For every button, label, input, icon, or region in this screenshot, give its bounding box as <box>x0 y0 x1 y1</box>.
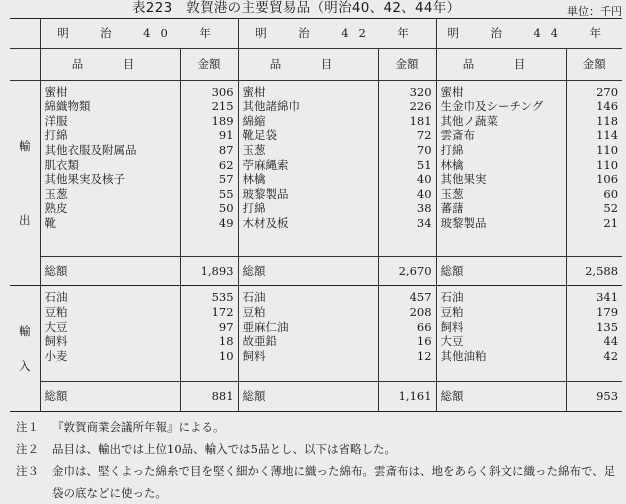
note-label: 注１ <box>16 420 39 434</box>
list-item: 木材及板 <box>242 216 289 231</box>
era-header-44: 明 治 44 年 <box>436 19 622 49</box>
export-items-40 <box>40 80 180 256</box>
value-cell: 10 <box>218 348 234 363</box>
value-cell: 70 <box>416 143 432 158</box>
value-cell: 91 <box>218 128 234 143</box>
value-cell: 97 <box>218 319 234 334</box>
import-total-label-42: 総額 <box>238 382 378 412</box>
value-cell: 66 <box>416 319 432 334</box>
value-cell: 40 <box>416 186 432 201</box>
value-cell: 114 <box>596 128 619 143</box>
import-total-40: 881 <box>180 382 238 412</box>
column-header-row <box>10 48 622 80</box>
value-cell: 118 <box>596 113 619 128</box>
list-item: 蜜柑 <box>440 84 464 99</box>
list-item: 玉葱 <box>242 143 266 158</box>
list-item: 生金巾及シーチング <box>440 99 544 114</box>
value-cell: 40 <box>416 172 432 187</box>
value-cell: 172 <box>211 304 234 319</box>
note-label: 注２ <box>16 442 39 456</box>
value-cell: 110 <box>596 143 619 158</box>
note-label: 注３ <box>16 464 39 478</box>
list-item: 肌衣類 <box>44 157 79 172</box>
value-cell: 55 <box>218 186 234 201</box>
list-item: 打綿 <box>242 201 266 216</box>
value-cell: 57 <box>218 172 234 187</box>
import-items-42 <box>238 286 378 382</box>
list-item: 綿縮 <box>242 113 266 128</box>
col-amount-42: 金額 <box>378 48 436 80</box>
list-item: 雲斎布 <box>440 128 476 143</box>
note-2 <box>16 438 622 460</box>
value-cell: 226 <box>409 99 432 114</box>
value-cell: 306 <box>211 84 234 99</box>
import-values-44 <box>566 286 622 382</box>
list-item: 其他油粕 <box>440 348 487 363</box>
value-cell: 87 <box>218 143 234 158</box>
import-values-40 <box>180 286 238 382</box>
import-total-label-44: 総額 <box>436 382 566 412</box>
value-cell: 179 <box>596 304 619 319</box>
table-title: 表223 敦賀港の主要貿易品（明治40、42、44年） <box>132 0 461 16</box>
col-amount-44: 金額 <box>566 48 622 80</box>
list-item: 故亜鉛 <box>242 334 278 349</box>
unit-label: 単位：千円 <box>567 5 622 18</box>
value-cell: 106 <box>596 172 619 187</box>
list-item: 打綿 <box>44 128 68 143</box>
note-1 <box>16 416 622 438</box>
era-header-42: 明 治 42 年 <box>238 19 436 49</box>
title-row <box>0 0 626 16</box>
list-item: 亜麻仁油 <box>242 319 289 334</box>
list-item: 靴足袋 <box>242 128 278 143</box>
value-cell: 21 <box>603 216 619 231</box>
export-values-42 <box>378 80 436 256</box>
value-cell: 52 <box>603 201 619 216</box>
import-items-44 <box>436 286 566 382</box>
list-item: 豆粕 <box>44 304 68 319</box>
export-total-label-44: 総額 <box>436 256 566 286</box>
list-item: 飼料 <box>44 334 68 349</box>
list-item: 石油 <box>440 290 464 305</box>
list-item: 石油 <box>242 290 266 305</box>
list-item: 飼料 <box>440 319 464 334</box>
value-cell: 208 <box>409 304 432 319</box>
value-cell: 51 <box>416 157 432 172</box>
note-3 <box>16 460 622 504</box>
value-cell: 18 <box>218 334 234 349</box>
list-item: 玻黎製品 <box>242 186 289 201</box>
value-cell: 146 <box>596 99 619 114</box>
export-total-44: 2,588 <box>566 256 622 286</box>
value-cell: 215 <box>211 99 234 114</box>
import-items-row <box>10 286 622 382</box>
export-total-40: 1,893 <box>180 256 238 286</box>
value-cell: 44 <box>603 334 619 349</box>
list-item: 豆粕 <box>242 304 266 319</box>
list-item: 玉葱 <box>44 186 68 201</box>
list-item: 蕃藷 <box>440 201 464 216</box>
value-cell: 38 <box>416 201 432 216</box>
value-cell: 60 <box>603 186 619 201</box>
col-amount-40: 金額 <box>180 48 238 80</box>
import-side-label: 輸 入 <box>10 286 40 412</box>
era-header-40: 明 治 40 年 <box>40 19 238 49</box>
list-item: 石油 <box>44 290 68 305</box>
import-total-44: 953 <box>566 382 622 412</box>
list-item: 豆粕 <box>440 304 464 319</box>
import-total-42: 1,161 <box>378 382 436 412</box>
list-item: 飼料 <box>242 348 266 363</box>
import-total-label-40: 総額 <box>40 382 180 412</box>
notes <box>16 416 622 504</box>
trade-table <box>10 18 622 412</box>
list-item: 其他果実及核子 <box>44 172 125 187</box>
value-cell: 72 <box>416 128 432 143</box>
value-cell: 42 <box>603 348 619 363</box>
export-side-label: 輸 出 <box>10 80 40 286</box>
value-cell: 457 <box>409 290 432 305</box>
list-item: 小麦 <box>44 348 68 363</box>
value-cell: 189 <box>211 113 234 128</box>
col-item-40: 品 目 <box>40 48 180 80</box>
note-text: 金巾は、堅くよった綿糸で目を堅く細かく薄地に織った綿布。雲斎布は、地をあらく斜文に織った綿布で、足袋の底などに使った。 <box>52 464 616 500</box>
list-item: 其他諸綿巾 <box>242 99 301 114</box>
era-header-row <box>10 19 622 49</box>
value-cell: 341 <box>596 290 619 305</box>
import-total-row <box>10 382 622 412</box>
value-cell: 135 <box>596 319 619 334</box>
col-item-44: 品 目 <box>436 48 566 80</box>
list-item: 其他果実 <box>440 172 487 187</box>
list-item: 大豆 <box>44 319 68 334</box>
export-total-label-40: 総額 <box>40 256 180 286</box>
note-text: 品目は、輸出では上位10品、輸入では5品とし、以下は省略した。 <box>52 442 396 456</box>
value-cell: 181 <box>409 113 432 128</box>
export-items-row <box>10 80 622 256</box>
export-total-label-42: 総額 <box>238 256 378 286</box>
export-items-42 <box>238 80 378 256</box>
value-cell: 270 <box>596 84 619 99</box>
export-values-40 <box>180 80 238 256</box>
list-item: 綿織物類 <box>44 99 91 114</box>
export-values-44 <box>566 80 622 256</box>
value-cell: 62 <box>218 157 234 172</box>
value-cell: 50 <box>218 201 234 216</box>
export-total-42: 2,670 <box>378 256 436 286</box>
list-item: 苧麻縄索 <box>242 157 289 172</box>
list-item: 玻黎製品 <box>440 216 487 231</box>
list-item: 蜜柑 <box>44 84 68 99</box>
list-item: 靴 <box>44 216 56 231</box>
list-item: 林檎 <box>242 172 266 187</box>
export-items-44 <box>436 80 566 256</box>
value-cell: 34 <box>416 216 432 231</box>
note-text: 『敦賀商業会議所年報』による。 <box>52 420 225 434</box>
list-item: 其他衣服及附属品 <box>44 143 137 158</box>
value-cell: 320 <box>409 84 432 99</box>
value-cell: 535 <box>211 290 234 305</box>
value-cell: 110 <box>596 157 619 172</box>
import-items-40 <box>40 286 180 382</box>
value-cell: 49 <box>218 216 234 231</box>
list-item: 林檎 <box>440 157 464 172</box>
list-item: 打綿 <box>440 143 464 158</box>
list-item: 其他ノ蔬菜 <box>440 113 499 128</box>
list-item: 熟皮 <box>44 201 68 216</box>
value-cell: 12 <box>416 348 432 363</box>
value-cell: 16 <box>416 334 432 349</box>
import-values-42 <box>378 286 436 382</box>
col-item-42: 品 目 <box>238 48 378 80</box>
list-item: 蜜柑 <box>242 84 266 99</box>
list-item: 洋服 <box>44 113 68 128</box>
list-item: 玉葱 <box>440 186 464 201</box>
export-total-row <box>10 256 622 286</box>
list-item: 大豆 <box>440 334 464 349</box>
